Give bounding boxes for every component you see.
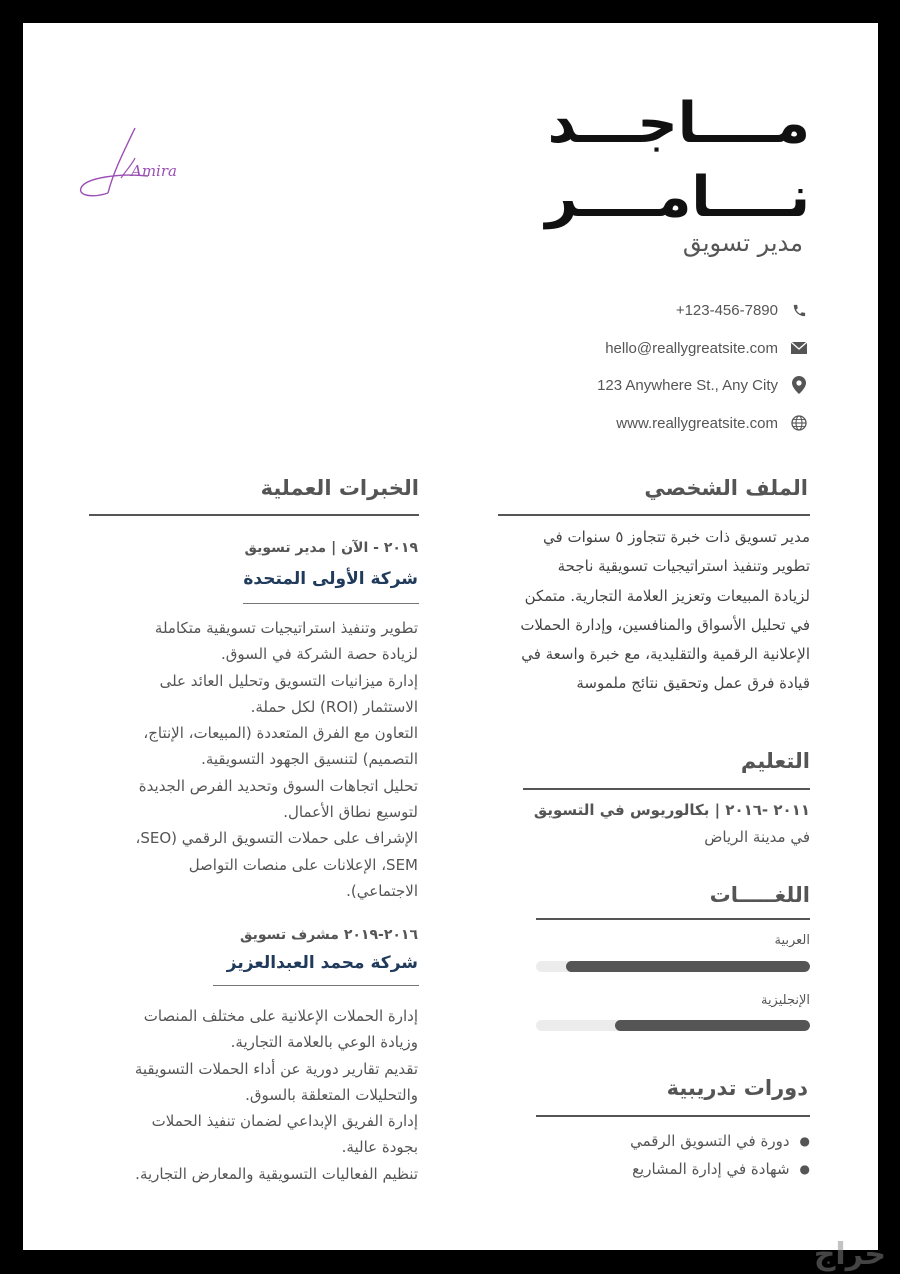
contact-address[interactable] — [597, 373, 808, 397]
course-label: دورة في التسويق الرقمي — [630, 1132, 790, 1150]
email-text: hello@reallygreatsite.com — [605, 339, 778, 357]
company-name: شركة محمد العبدالعزيز — [226, 953, 418, 973]
languages-title: اللغـــــات — [709, 883, 810, 907]
contact-website[interactable] — [616, 411, 808, 435]
job-duties: تطوير وتنفيذ استراتيجيات تسويقية متكاملة لزيادة حصة الشركة في السوق. إدارة ميزانيات التسويق وتحليل العائد على الاستثمار (ROI) لكل حملة. التعاون مع الفرق المتعددة (المبيعات، الإنتاج، التصميم) لتنسيق الجهود التسويقية. تحليل اتجاهات السوق وتحديد الفرص الجديدة لتوسيع نطاق الأعمال. الإشراف على حملات التسويق الرقمي (SEO، SEM، الإعلانات على منصات التواصل الاجتماعي). — [135, 619, 418, 900]
job-title: مدير تسويق — [682, 229, 803, 257]
language-bar-english — [536, 1020, 810, 1031]
location-icon — [790, 376, 808, 394]
company-name: شركة الأولى المتحدة — [243, 569, 418, 589]
profile-text: مدير تسويق ذات خبرة تتجاوز ٥ سنوات في تطوير وتنفيذ استراتيجيات تسويقية ناجحة لزيادة المبيعات وتعزيز العلامة التجارية. متمكن في تحليل الأسواق والمنافسين، وإدارة الحملات الإعلانية الرقمية والتقليدية، مع خبرة واسعة في قيادة فرق عمل وتحقيق نتائج ملموسة — [520, 528, 810, 693]
job-meta: ٢٠١٩ - الآن | مدير تسويق — [244, 540, 418, 556]
languages-divider — [536, 918, 810, 920]
job-duties: إدارة الحملات الإعلانية على مختلف المنصات وزيادة الوعي بالعلامة التجارية. تقديم تقارير دورية عن أداء الحملات التسويقية والتحليلات المتعلقة بالسوق. إدارة الفريق الإبداعي لضمان تنفيذ الحملات بجودة عالية. تنظيم الفعاليات التسويقية والمعارض التجارية. — [134, 1007, 418, 1183]
courses-title: دورات تدريبية — [666, 1076, 808, 1100]
watermark-logo: حراج — [813, 1237, 886, 1272]
phone-text: +123-456-7890 — [675, 301, 778, 319]
course-item — [632, 1160, 810, 1178]
course-item — [630, 1132, 810, 1150]
globe-icon — [790, 414, 808, 432]
language-name: الإنجليزية — [760, 993, 810, 1008]
first-name: مــــاجـــد — [547, 91, 810, 156]
contact-email[interactable] — [605, 336, 808, 360]
company-divider — [243, 603, 419, 604]
courses-divider — [536, 1115, 810, 1117]
resume-page — [23, 23, 878, 1250]
education-location: في مدينة الرياض — [704, 828, 810, 846]
education-degree: ٢٠١١ -٢٠١٦ | بكالوريوس في التسويق — [533, 801, 810, 819]
education-divider — [523, 788, 810, 790]
signature-logo — [73, 118, 203, 208]
language-bar-fill — [615, 1020, 810, 1031]
bullet-icon: ● — [799, 1134, 810, 1148]
phone-icon — [790, 301, 808, 319]
education-title: التعليم — [740, 749, 810, 773]
signature-text: Amira — [131, 162, 177, 180]
profile-title: الملف الشخصي — [644, 476, 808, 500]
language-bar-fill — [566, 961, 810, 972]
company-divider — [213, 985, 419, 986]
course-label: شهادة في إدارة المشاريع — [632, 1160, 790, 1178]
bullet-icon: ● — [799, 1162, 810, 1176]
experience-title: الخبرات العملية — [260, 476, 419, 500]
email-icon — [790, 339, 808, 357]
language-name: العربية — [774, 933, 810, 948]
contact-phone[interactable] — [676, 298, 808, 322]
address-text: 123 Anywhere St., Any City — [597, 376, 778, 394]
job-meta: ٢٠١٦-٢٠١٩ مشرف تسويق — [240, 927, 418, 943]
website-text: www.reallygreatsite.com — [616, 414, 778, 432]
last-name: نــــامــــر — [545, 165, 810, 230]
experience-divider — [89, 514, 419, 516]
profile-divider — [498, 514, 810, 516]
language-bar-arabic — [536, 961, 810, 972]
